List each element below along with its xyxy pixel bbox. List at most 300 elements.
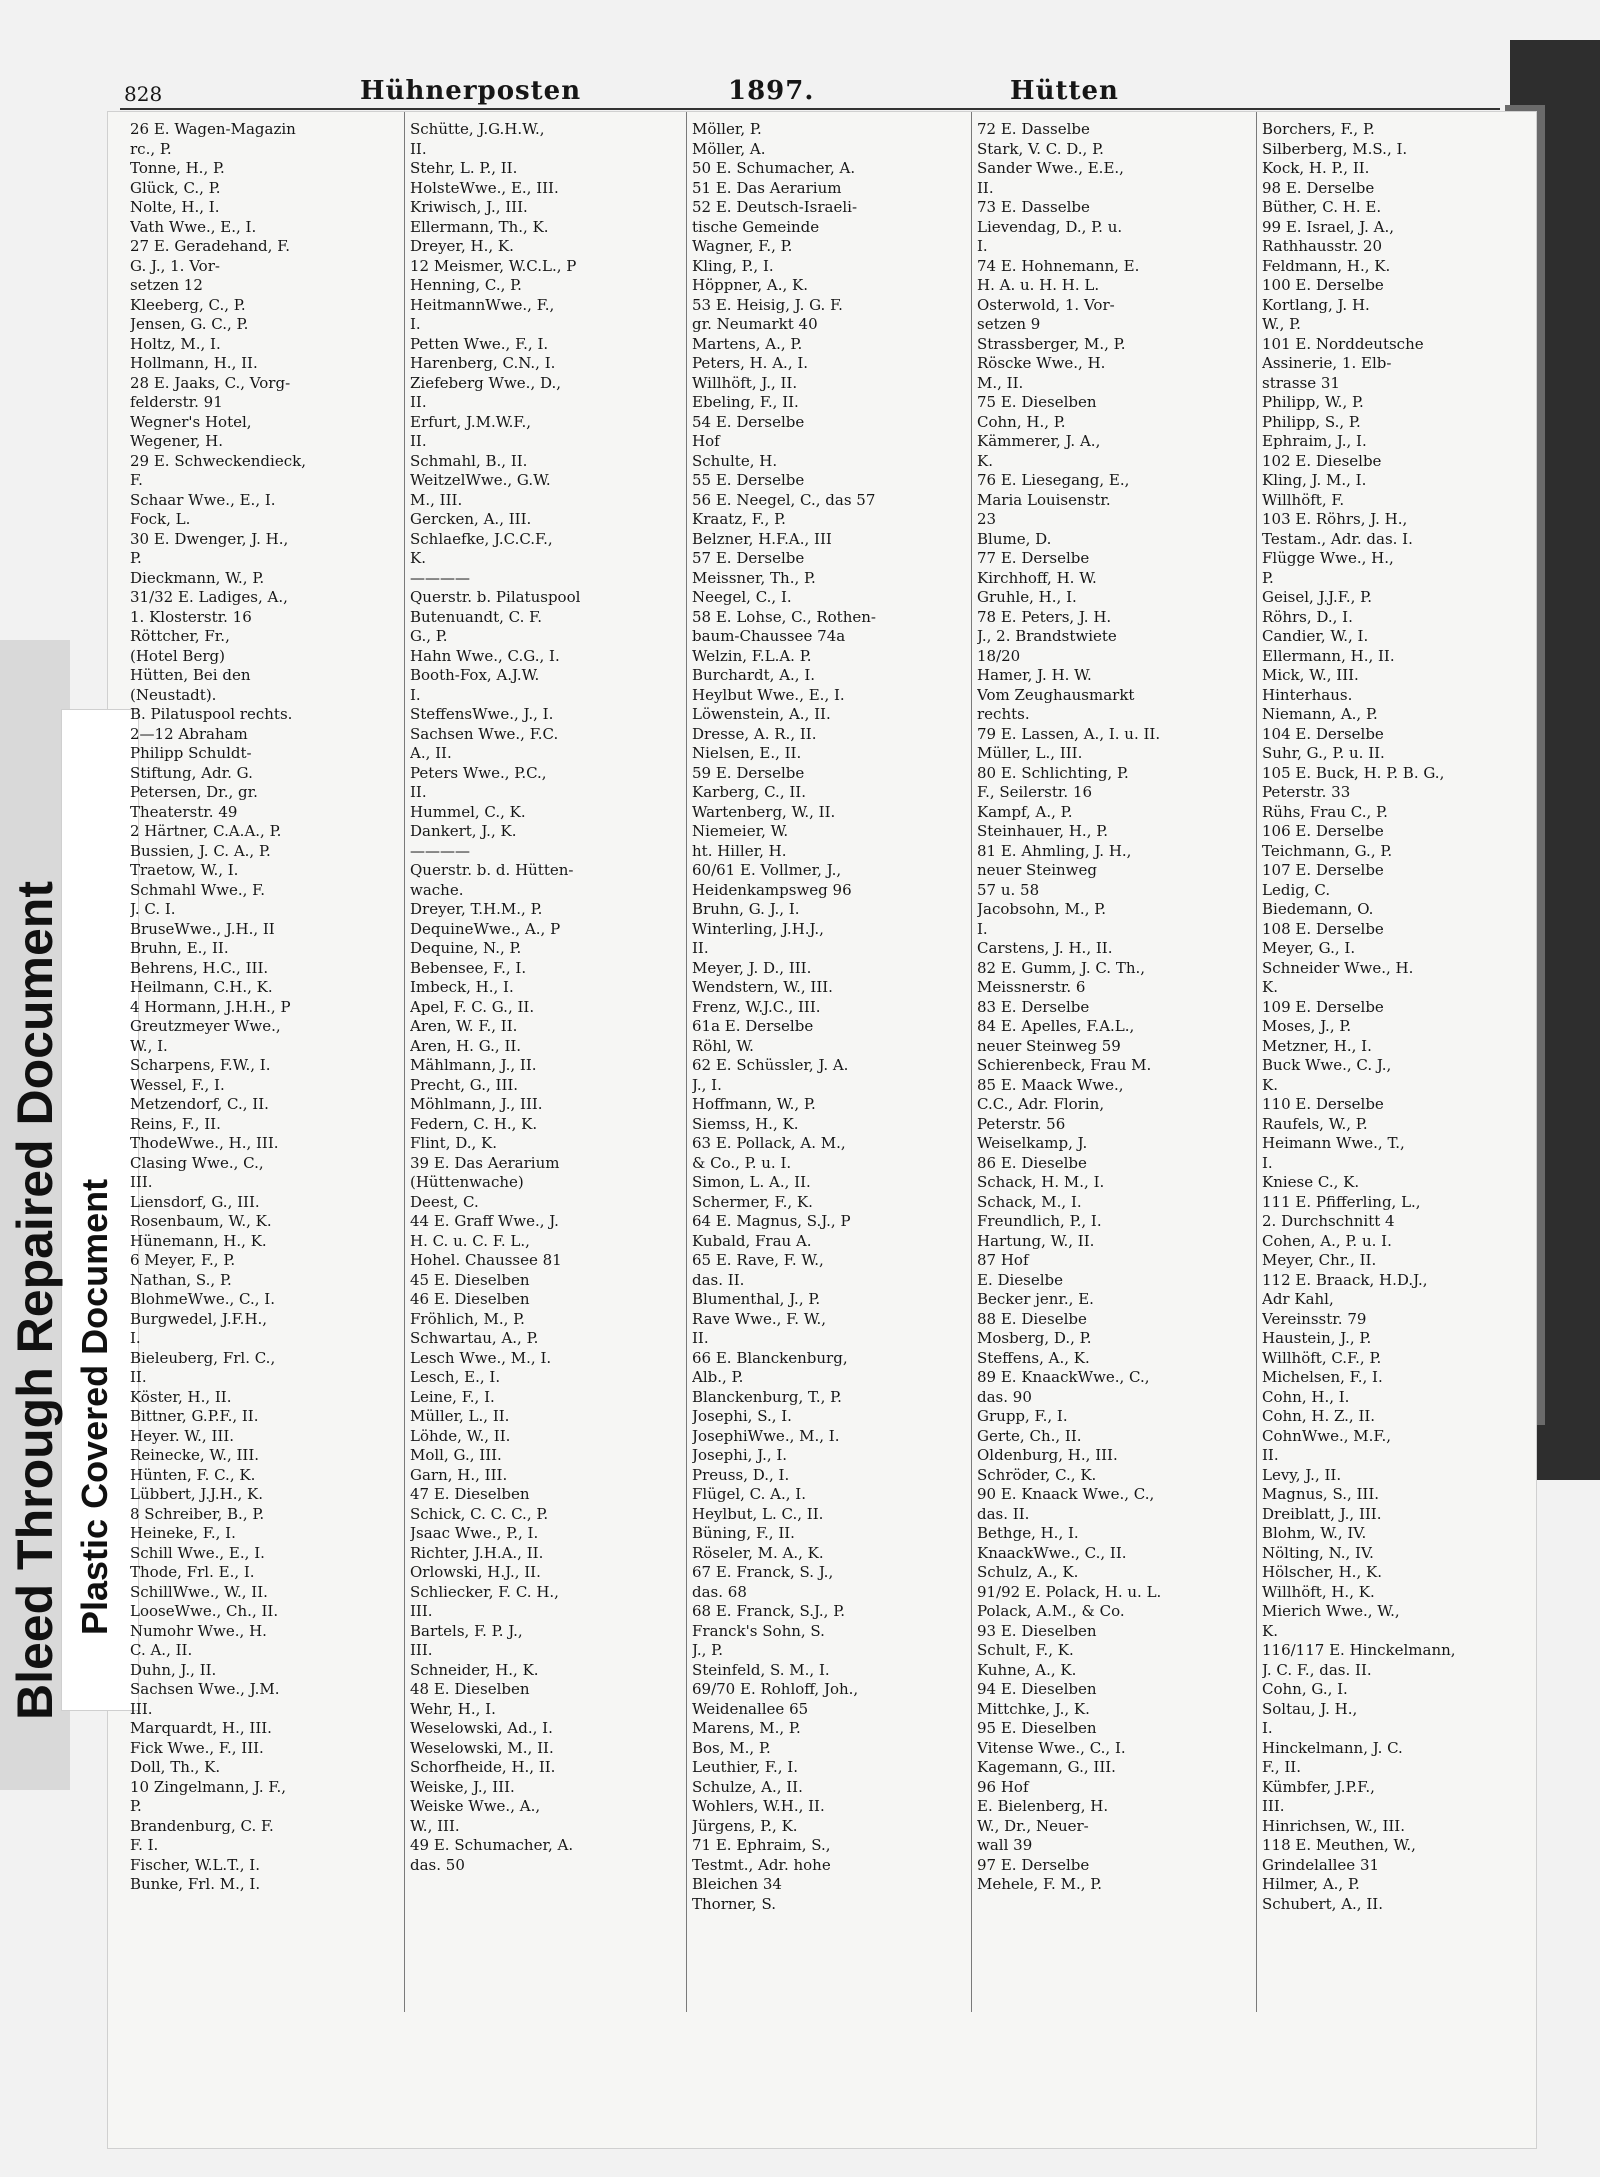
directory-entry: Kümbfer, J.P.F., [1262, 1777, 1375, 1796]
directory-entry: ht. Hiller, H. [692, 841, 787, 860]
running-head-right: Hütten [1010, 76, 1119, 106]
directory-entry: Greutzmeyer Wwe., [130, 1017, 281, 1035]
directory-entry: Thorner, S. [692, 1894, 776, 1913]
directory-entry: Peters, H. A., I. [692, 354, 809, 372]
directory-entry: JosephiWwe., M., I. [692, 1426, 840, 1445]
directory-entry: 45 E. Dieselben [410, 1270, 530, 1289]
directory-entry: 98 E. Derselbe [1262, 178, 1375, 197]
directory-entry: 44 E. Graff Wwe., J. [410, 1212, 559, 1230]
directory-entry: Ellermann, Th., K. [410, 217, 549, 236]
directory-entry: II. [410, 432, 427, 450]
directory-entry: 64 E. Magnus, S.J., P [692, 1212, 851, 1230]
directory-entry: II. [410, 139, 427, 158]
directory-entry: Sander Wwe., E.E., [977, 159, 1124, 177]
directory-entry: I. [977, 237, 988, 255]
directory-entry: K. [410, 549, 426, 567]
directory-entry: 76 E. Liesegang, E., [977, 471, 1130, 489]
directory-entry: G. J., 1. Vor- [130, 256, 220, 275]
directory-entry: II. [130, 1368, 147, 1386]
directory-entry: 110 E. Derselbe [1262, 1095, 1384, 1113]
directory-entry: Dieckmann, W., P. [130, 568, 265, 587]
directory-entry: 72 E. Dasselbe [977, 120, 1090, 138]
directory-entry: Ephraim, J., I. [1262, 432, 1367, 450]
directory-entry: Adr Kahl, [1262, 1290, 1334, 1308]
directory-entry: 71 E. Ephraim, S., [692, 1836, 831, 1854]
directory-entry: M., III. [410, 490, 463, 509]
directory-entry: Geisel, J.J.F., P. [1262, 588, 1372, 606]
column-rule [686, 112, 687, 2012]
directory-entry: Schulz, A., K. [977, 1563, 1079, 1581]
directory-entry: Traetow, W., I. [130, 861, 239, 879]
directory-entry: Peterstr. 56 [977, 1114, 1066, 1133]
directory-entry: III. [130, 1699, 153, 1718]
directory-entry: Willhöft, C.F., P. [1262, 1348, 1382, 1367]
directory-entry: Weselowski, Ad., I. [410, 1719, 553, 1737]
column-rule [404, 112, 405, 2012]
directory-entry: Theaterstr. 49 [130, 802, 238, 821]
directory-entry: II. [692, 939, 709, 957]
directory-entry: Lesch Wwe., M., I. [410, 1348, 552, 1367]
directory-entry: Röttcher, Fr., [130, 627, 230, 645]
page-number: 828 [124, 82, 163, 106]
directory-entry: 65 E. Rave, F. W., [692, 1251, 824, 1269]
directory-entry: Rühs, Frau C., P. [1262, 802, 1388, 821]
directory-entry: Schack, H. M., I. [977, 1173, 1105, 1191]
directory-entry: LooseWwe., Ch., II. [130, 1602, 279, 1620]
directory-entry: Gercken, A., III. [410, 510, 532, 528]
directory-entry: Willhöft, H., K. [1262, 1582, 1375, 1601]
directory-entry: (Hüttenwache) [410, 1173, 524, 1191]
directory-entry: Cohn, H. Z., II. [1262, 1407, 1376, 1425]
directory-entry: F., Seilerstr. 16 [977, 783, 1093, 801]
directory-entry: Metzendorf, C., II. [130, 1095, 269, 1113]
directory-entry: Marquardt, H., III. [130, 1719, 272, 1737]
directory-entry: Niemann, A., P. [1262, 705, 1378, 723]
directory-entry: 99 E. Israel, J. A., [1262, 217, 1395, 236]
header-rule [120, 108, 1500, 110]
directory-entry: 27 E. Geradehand, F. [130, 237, 291, 255]
directory-entry: 82 E. Gumm, J. C. Th., [977, 958, 1146, 977]
directory-entry: Kämmerer, J. A., [977, 432, 1101, 450]
directory-entry: Fröhlich, M., P. [410, 1309, 525, 1328]
directory-entry: Ziefeberg Wwe., D., [410, 373, 562, 392]
directory-entry: Haustein, J., P. [1262, 1329, 1372, 1347]
directory-entry: Jsaac Wwe., P., I. [410, 1524, 539, 1542]
directory-entry: 111 E. Pfifferling, L., [1262, 1192, 1421, 1211]
directory-entry: Hollmann, H., II. [130, 354, 258, 372]
directory-entry: Mierich Wwe., W., [1262, 1602, 1400, 1620]
directory-entry: Heyer. W., III. [130, 1426, 235, 1445]
directory-column-4 [977, 120, 1252, 2020]
directory-entry: 97 E. Derselbe [977, 1855, 1090, 1874]
directory-entry: III. [130, 1173, 153, 1191]
directory-entry: Müller, L., III. [977, 744, 1083, 762]
directory-entry: 39 E. Das Aerarium [410, 1153, 560, 1172]
directory-entry: Wendstern, W., III. [692, 978, 833, 996]
directory-entry: Kuhne, A., K. [977, 1660, 1077, 1679]
directory-entry: Behrens, H.C., III. [130, 958, 269, 977]
directory-entry: Ellermann, H., II. [1262, 646, 1395, 665]
directory-entry: 23 [977, 510, 997, 528]
directory-entry: 31/32 E. Ladiges, A., [130, 588, 288, 606]
directory-entry: W., Dr., Neuer- [977, 1816, 1089, 1835]
directory-entry: SteffensWwe., J., I. [410, 705, 554, 723]
directory-entry: DequineWwe., A., P [410, 919, 561, 938]
directory-entry: BruseWwe., J.H., II [130, 919, 275, 938]
directory-entry: II. [977, 178, 994, 197]
directory-entry: Burgwedel, J.F.H., [130, 1309, 268, 1328]
directory-entry: das. 90 [977, 1387, 1032, 1406]
directory-entry: E. Dieselbe [977, 1270, 1064, 1289]
directory-entry: 109 E. Derselbe [1262, 997, 1384, 1016]
plastic-covered-label: Plastic Covered Document [74, 1178, 115, 1635]
directory-entry: Schröder, C., K. [977, 1465, 1097, 1484]
directory-entry: Nölting, N., IV. [1262, 1543, 1374, 1562]
directory-entry: Hölscher, H., K. [1262, 1563, 1382, 1581]
directory-entry: Willhöft, F. [1262, 490, 1345, 509]
directory-entry: Liensdorf, G., III. [130, 1192, 260, 1211]
directory-entry: 79 E. Lassen, A., I. u. II. [977, 724, 1161, 743]
directory-entry: Mosberg, D., P. [977, 1329, 1092, 1347]
directory-entry: Schick, C. C. C., P. [410, 1504, 549, 1523]
directory-entry: Michelsen, F., I. [1262, 1368, 1383, 1386]
directory-entry: Nolte, H., I. [130, 198, 220, 216]
directory-entry: P. [130, 1797, 142, 1815]
directory-entry: Levy, J., II. [1262, 1465, 1342, 1484]
directory-entry: 63 E. Pollack, A. M., [692, 1134, 846, 1152]
directory-entry: Ledig, C. [1262, 880, 1331, 899]
directory-entry: Cohn, H., I. [1262, 1387, 1350, 1406]
directory-entry: I. [977, 919, 988, 938]
directory-entry: Meissnerstr. 6 [977, 978, 1086, 996]
directory-entry: Kleeberg, C., P. [130, 295, 246, 314]
directory-entry: Kagemann, G., III. [977, 1758, 1116, 1776]
directory-entry: Wegner's Hotel, [130, 412, 252, 431]
directory-entry: Reinecke, W., III. [130, 1446, 260, 1464]
directory-entry: Blumenthal, J., P. [692, 1290, 821, 1308]
directory-entry: Schierenbeck, Frau M. [977, 1056, 1152, 1074]
directory-entry: C. A., II. [130, 1641, 193, 1659]
directory-entry: Bruhn, G. J., I. [692, 900, 800, 918]
directory-entry: Hilmer, A., P. [1262, 1875, 1360, 1893]
directory-entry: Mittchke, J., K. [977, 1699, 1090, 1718]
directory-entry: 47 E. Dieselben [410, 1485, 530, 1503]
directory-entry: Orlowski, H.J., II. [410, 1563, 541, 1581]
directory-entry: Karberg, C., II. [692, 783, 806, 801]
directory-entry: Kock, H. P., II. [1262, 159, 1370, 177]
directory-entry: Harenberg, C.N., I. [410, 354, 556, 372]
directory-entry: Niemeier, W. [692, 822, 789, 840]
directory-entry: Doll, Th., K. [130, 1758, 221, 1776]
directory-entry: 62 E. Schüssler, J. A. [692, 1056, 849, 1074]
directory-entry: Bittner, G.P.F., II. [130, 1407, 259, 1425]
directory-entry: Preuss, D., I. [692, 1465, 790, 1484]
directory-entry: Vereinsstr. 79 [1262, 1309, 1367, 1328]
directory-entry: Strassberger, M., P. [977, 334, 1126, 353]
directory-entry: Schwartau, A., P. [410, 1329, 539, 1347]
directory-entry: Kubald, Frau A. [692, 1231, 812, 1250]
directory-entry: Teichmann, G., P. [1262, 841, 1393, 860]
directory-entry: 57 u. 58 [977, 880, 1040, 899]
directory-entry: 93 E. Dieselben [977, 1621, 1097, 1640]
directory-entry: Köster, H., II. [130, 1387, 232, 1406]
directory-entry: J., 2. Brandstwiete [977, 627, 1117, 645]
directory-entry: Blanckenburg, T., P. [692, 1387, 842, 1406]
directory-entry: Carstens, J. H., II. [977, 939, 1113, 957]
directory-entry: C.C., Adr. Florin, [977, 1095, 1105, 1113]
directory-entry: Dreiblatt, J., III. [1262, 1504, 1382, 1523]
directory-entry: Hohel. Chaussee 81 [410, 1251, 562, 1269]
directory-entry: Jürgens, P., K. [692, 1816, 798, 1835]
directory-entry: Schill Wwe., E., I. [130, 1543, 265, 1562]
directory-entry: 8 Schreiber, B., P. [130, 1504, 265, 1523]
directory-entry: HolsteWwe., E., III. [410, 178, 559, 197]
directory-entry: Borchers, F., P. [1262, 120, 1375, 138]
directory-entry: 75 E. Dieselben [977, 393, 1097, 411]
directory-entry: Raufels, W., P. [1262, 1114, 1368, 1133]
directory-entry: Schack, M., I. [977, 1192, 1082, 1211]
directory-entry: 57 E. Derselbe [692, 549, 805, 567]
directory-entry: Federn, C. H., K. [410, 1114, 538, 1133]
directory-entry: Röhrs, D., I. [1262, 607, 1353, 626]
directory-entry: 67 E. Franck, S. J., [692, 1563, 834, 1581]
column-rule [1256, 112, 1257, 2012]
directory-entry: Hof [692, 432, 720, 450]
directory-entry: strasse 31 [1262, 373, 1340, 392]
directory-entry: Oldenburg, H., III. [977, 1446, 1118, 1464]
directory-column-1 [130, 120, 400, 2020]
directory-entry: Heilmann, C.H., K. [130, 978, 273, 996]
directory-entry: Glück, C., P. [130, 178, 221, 197]
directory-entry: 87 Hof [977, 1251, 1029, 1269]
directory-entry: Buck Wwe., C. J., [1262, 1056, 1392, 1074]
directory-entry: Aren, H. G., II. [410, 1036, 522, 1055]
directory-entry: Polack, A.M., & Co. [977, 1602, 1125, 1620]
directory-entry: Sachsen Wwe., F.C. [410, 724, 559, 743]
directory-entry: Bebensee, F., I. [410, 958, 527, 977]
directory-entry: Kniese C., K. [1262, 1173, 1360, 1191]
directory-entry: 54 E. Derselbe [692, 412, 805, 431]
directory-entry: F., II. [1262, 1758, 1301, 1776]
directory-entry: I. [1262, 1719, 1273, 1737]
directory-entry: Kling, J. M., I. [1262, 471, 1367, 489]
directory-entry: Möller, A. [692, 139, 766, 158]
directory-entry: Biedemann, O. [1262, 900, 1374, 918]
directory-entry: Nathan, S., P. [130, 1270, 232, 1289]
directory-entry: Dequine, N., P. [410, 939, 522, 957]
directory-entry: Feldmann, H., K. [1262, 256, 1391, 275]
directory-entry: Philipp Schuldt- [130, 744, 252, 762]
directory-entry: J., P. [692, 1641, 723, 1659]
directory-entry: P. [1262, 568, 1274, 587]
running-head-left: Hühnerposten [360, 76, 582, 106]
directory-entry: Bruhn, E., II. [130, 939, 229, 957]
directory-entry: 2—12 Abraham [130, 724, 248, 743]
directory-entry: Heylbut Wwe., E., I. [692, 685, 845, 704]
directory-entry: K. [1262, 978, 1278, 996]
directory-entry: Heidenkampsweg 96 [692, 880, 852, 899]
directory-entry: Butenuandt, C. F. [410, 607, 542, 626]
directory-entry: Burchardt, A., I. [692, 666, 816, 684]
directory-entry: Becker jenr., E. [977, 1290, 1094, 1308]
directory-entry: Kling, P., I. [692, 256, 774, 275]
directory-entry: 94 E. Dieselben [977, 1680, 1097, 1698]
directory-entry: 56 E. Neegel, C., das 57 [692, 490, 876, 509]
directory-entry: Röhl, W. [692, 1036, 754, 1055]
directory-entry: J. C. I. [130, 900, 176, 918]
directory-entry: Höppner, A., K. [692, 276, 809, 294]
directory-entry: Frenz, W.J.C., III. [692, 997, 821, 1016]
directory-entry: Clasing Wwe., C., [130, 1153, 264, 1172]
directory-entry: 103 E. Röhrs, J. H., [1262, 510, 1408, 528]
directory-entry: Wegener, H. [130, 432, 223, 450]
directory-entry: Silberberg, M.S., I. [1262, 139, 1408, 158]
directory-entry: 1. Klosterstr. 16 [130, 607, 252, 626]
directory-entry: Josephi, J., I. [692, 1446, 788, 1464]
directory-entry: J. C. F., das. II. [1262, 1660, 1372, 1679]
directory-entry: Schorfheide, H., II. [410, 1758, 556, 1776]
directory-entry: Freundlich, P., I. [977, 1212, 1102, 1230]
directory-entry: Grupp, F., I. [977, 1407, 1068, 1425]
directory-entry: Bieleuberg, Frl. C., [130, 1348, 276, 1367]
directory-entry: Dreyer, H., K. [410, 237, 514, 255]
directory-entry: Flügel, C. A., I. [692, 1485, 806, 1503]
directory-entry: 102 E. Dieselbe [1262, 451, 1382, 470]
directory-entry: wall 39 [977, 1836, 1033, 1854]
directory-entry: Bos, M., P. [692, 1738, 771, 1757]
bleed-through-label: Bleed Through Repaired Document [7, 881, 63, 1720]
directory-entry: baum-Chaussee 74a [692, 627, 846, 645]
directory-entry: Booth-Fox, A.J.W. [410, 666, 540, 684]
directory-entry: Wessel, F., I. [130, 1075, 225, 1094]
directory-entry: Welzin, F.L.A. P. [692, 646, 812, 665]
directory-entry: Bunke, Frl. M., I. [130, 1875, 261, 1893]
directory-entry: Schult, F., K. [977, 1641, 1074, 1659]
directory-entry: Apel, F. C. G., II. [410, 997, 535, 1016]
directory-entry: 46 E. Dieselben [410, 1290, 530, 1308]
directory-entry: I. [410, 315, 421, 333]
directory-entry: 85 E. Maack Wwe., [977, 1075, 1124, 1094]
directory-entry: 106 E. Derselbe [1262, 822, 1384, 840]
directory-entry: Imbeck, H., I. [410, 978, 514, 996]
directory-entry: 84 E. Apelles, F.A.L., [977, 1017, 1135, 1035]
directory-entry: 95 E. Dieselben [977, 1719, 1097, 1737]
directory-entry: Vath Wwe., E., I. [130, 217, 257, 236]
directory-entry: Hütten, Bei den [130, 666, 251, 684]
directory-entry: Grindelallee 31 [1262, 1855, 1380, 1874]
directory-entry: Hinterhaus. [1262, 685, 1353, 704]
directory-entry: Hahn Wwe., C.G., I. [410, 646, 560, 665]
directory-entry: Lievendag, D., P. u. [977, 217, 1123, 236]
directory-entry: Assinerie, 1. Elb- [1262, 354, 1392, 372]
directory-entry: 83 E. Derselbe [977, 997, 1090, 1016]
directory-entry: 88 E. Dieselbe [977, 1309, 1087, 1328]
directory-entry: Henning, C., P. [410, 276, 522, 294]
directory-entry: Brandenburg, C. F. [130, 1816, 274, 1835]
directory-entry: Schütte, J.G.H.W., [410, 120, 545, 138]
directory-entry: 78 E. Peters, J. H. [977, 607, 1112, 626]
directory-entry: Hünemann, H., K. [130, 1231, 267, 1250]
directory-entry: I. [410, 685, 421, 704]
directory-entry: W., I. [130, 1036, 168, 1055]
directory-entry: M., II. [977, 373, 1024, 392]
directory-entry: 89 E. KnaackWwe., C., [977, 1368, 1150, 1386]
directory-entry: Stehr, L. P., II. [410, 159, 518, 177]
directory-entry: SchillWwe., W., II. [130, 1582, 268, 1601]
directory-entry: 60/61 E. Vollmer, J., [692, 861, 842, 879]
directory-entry: Leine, F., I. [410, 1387, 495, 1406]
directory-entry: Weselowski, M., II. [410, 1738, 554, 1757]
directory-entry: Petten Wwe., F., I. [410, 334, 549, 353]
directory-entry: Siemss, H., K. [692, 1114, 799, 1133]
directory-entry: rc., P. [130, 139, 172, 158]
directory-entry: 6 Meyer, F., P. [130, 1251, 236, 1269]
directory-entry: Wagner, F., P. [692, 237, 793, 255]
directory-entry: Winterling, J.H.J., [692, 919, 824, 938]
directory-entry: J., I. [692, 1075, 722, 1094]
directory-entry: Marens, M., P. [692, 1719, 801, 1737]
directory-entry: 53 E. Heisig, J. G. F. [692, 295, 843, 314]
directory-entry: II. [1262, 1446, 1279, 1464]
directory-entry: Dresse, A. R., II. [692, 724, 817, 743]
directory-entry: wache. [410, 880, 464, 899]
directory-entry: Reins, F., II. [130, 1114, 221, 1133]
directory-entry: 112 E. Braack, H.D.J., [1262, 1270, 1428, 1289]
directory-entry: Heineke, F., I. [130, 1524, 236, 1542]
directory-entry: Tonne, H., P. [130, 159, 225, 177]
directory-entry: K. [977, 451, 993, 470]
directory-entry: Hinrichsen, W., III. [1262, 1816, 1405, 1835]
directory-entry: 73 E. Dasselbe [977, 198, 1090, 216]
directory-entry: Hünten, F. C., K. [130, 1465, 256, 1484]
directory-entry: Dankert, J., K. [410, 822, 517, 840]
directory-entry: Stiftung, Adr. G. [130, 763, 253, 782]
directory-entry: Kirchhoff, H. W. [977, 568, 1097, 587]
directory-entry: 28 E. Jaaks, C., Vorg- [130, 373, 291, 392]
directory-entry: BlohmeWwe., C., I. [130, 1290, 275, 1308]
directory-entry: Meyer, G., I. [1262, 939, 1356, 957]
directory-entry: Fischer, W.L.T., I. [130, 1855, 260, 1874]
directory-entry: Flügge Wwe., H., [1262, 549, 1394, 567]
directory-entry: CohnWwe., M.F., [1262, 1426, 1392, 1445]
directory-entry: Fock, L. [130, 510, 191, 528]
directory-entry: Testam., Adr. das. I. [1262, 529, 1413, 548]
directory-entry: Stark, V. C. D., P. [977, 139, 1104, 158]
directory-entry: Philipp, S., P. [1262, 412, 1361, 431]
directory-entry: Löhde, W., II. [410, 1426, 511, 1445]
directory-entry: Meyer, Chr., II. [1262, 1251, 1377, 1269]
directory-entry: Neegel, C., I. [692, 588, 792, 606]
directory-entry: Schermer, F., K. [692, 1192, 813, 1211]
directory-entry: Hartung, W., II. [977, 1231, 1095, 1250]
directory-entry: 96 Hof [977, 1777, 1029, 1796]
directory-entry: HeitmannWwe., F., [410, 295, 555, 314]
directory-entry: Schmahl Wwe., F. [130, 880, 266, 899]
directory-entry: B. Pilatuspool rechts. [130, 705, 293, 723]
directory-entry: Cohn, G., I. [1262, 1680, 1348, 1698]
directory-entry: Peterstr. 33 [1262, 783, 1351, 801]
directory-entry: 10 Zingelmann, J. F., [130, 1777, 287, 1796]
directory-entry: 68 E. Franck, S.J., P. [692, 1602, 846, 1620]
directory-entry: 29 E. Schweckendieck, [130, 451, 306, 470]
directory-entry: H. C. u. C. F. L., [410, 1231, 530, 1250]
directory-entry: Meyer, J. D., III. [692, 958, 812, 977]
directory-entry: Vom Zeughausmarkt [977, 685, 1135, 704]
directory-entry: 101 E. Norddeutsche [1262, 334, 1424, 353]
directory-entry: 116/117 E. Hinckelmann, [1262, 1641, 1456, 1659]
directory-entry: 104 E. Derselbe [1262, 724, 1384, 743]
directory-entry: Peters Wwe., P.C., [410, 763, 547, 782]
